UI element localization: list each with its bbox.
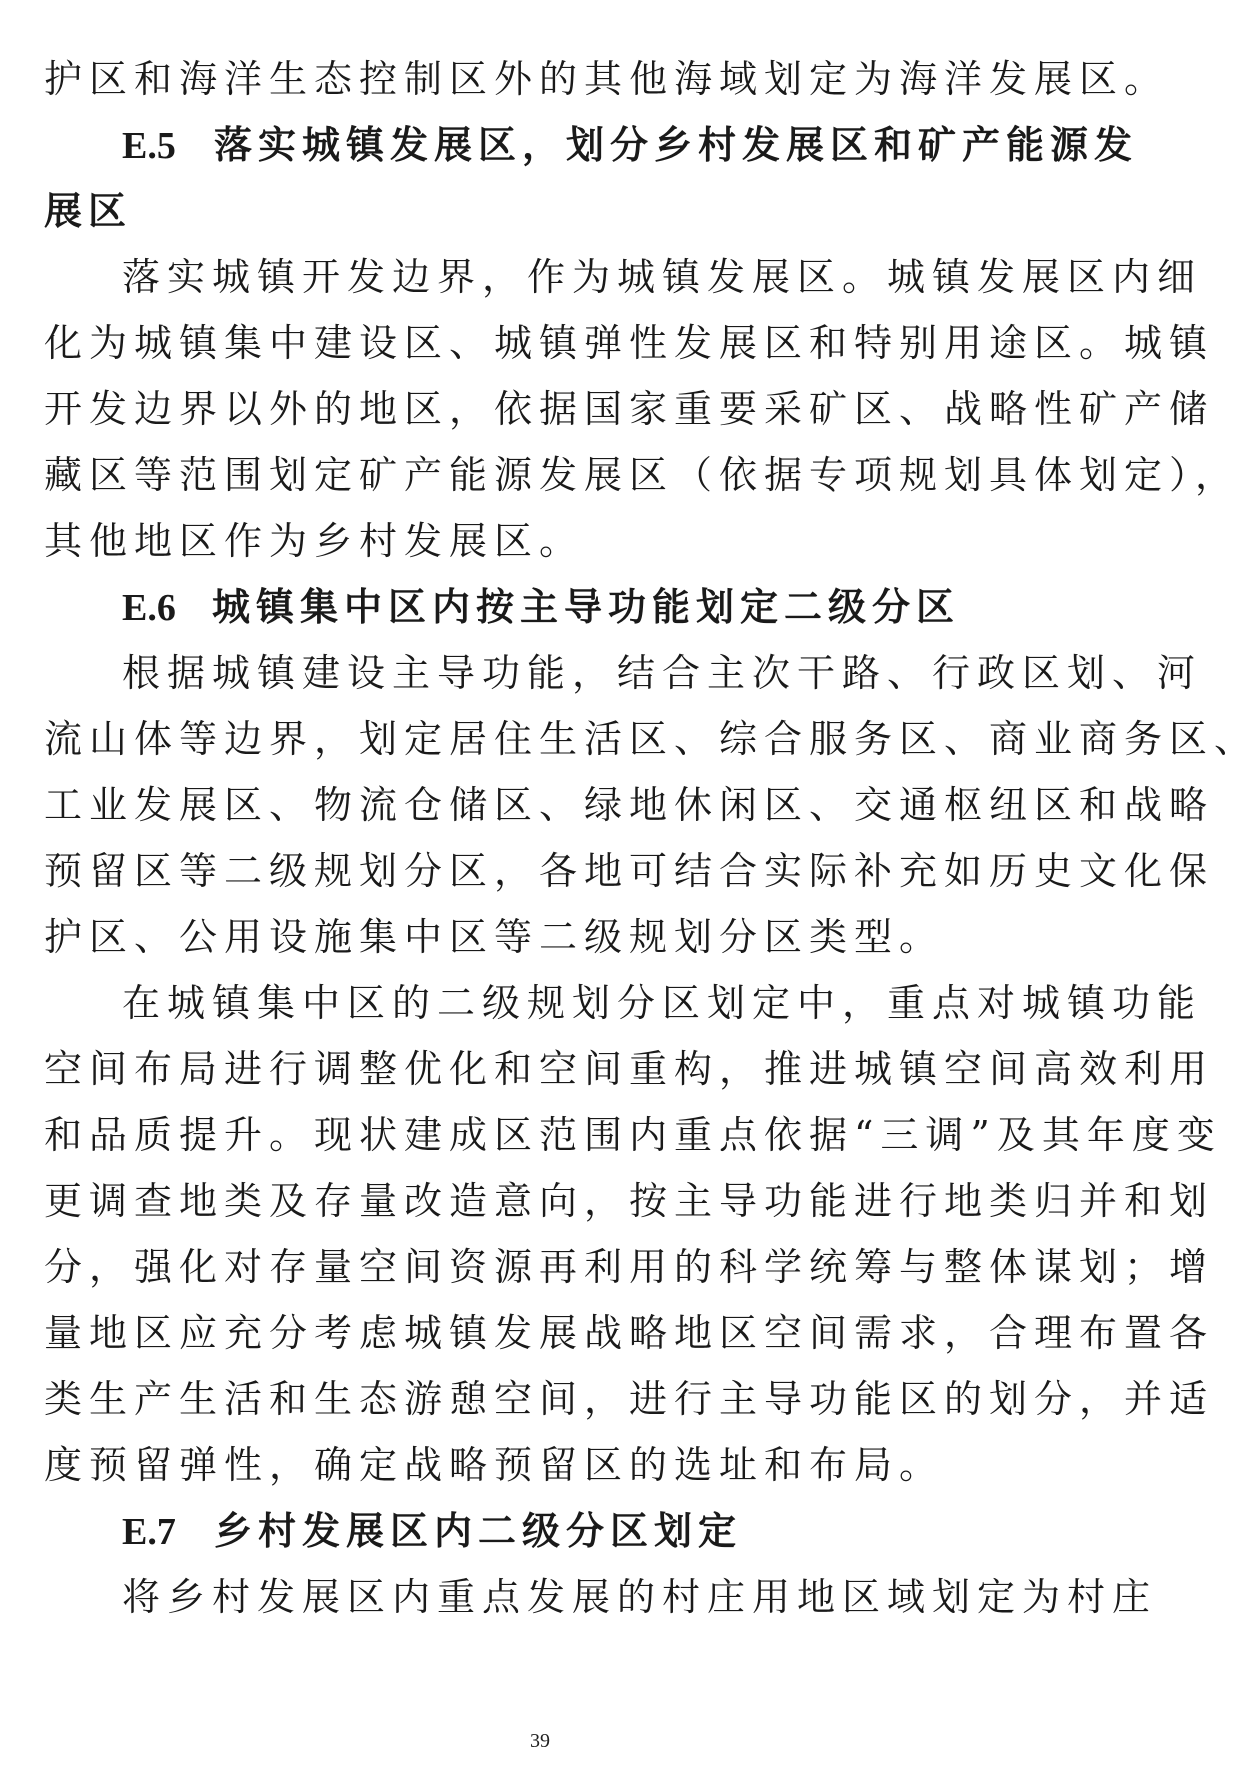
- paragraph-line: 预留区等二级规划分区，各地可结合实际补充如历史文化保: [44, 849, 1215, 893]
- paragraph-line: 更调查地类及存量改造意向，按主导功能进行地类归并和划: [44, 1179, 1215, 1223]
- paragraph-line: 将乡村发展区内重点发展的村庄用地区域划定为村庄: [122, 1575, 1158, 1619]
- section-title: 城镇集中区内按主导功能划定二级分区: [212, 584, 961, 629]
- paragraph-line: 根据城镇建设主导功能，结合主次干路、行政区划、河: [122, 651, 1203, 695]
- document-page: [44, 46, 1259, 1630]
- paragraph-line: 化为城镇集中建设区、城镇弹性发展区和特别用途区。城镇: [44, 321, 1215, 365]
- paragraph-line: 类生产生活和生态游憩空间，进行主导功能区的划分，并适: [44, 1377, 1215, 1421]
- paragraph-line: 分，强化对存量空间资源再利用的科学统筹与整体谋划；增: [44, 1245, 1215, 1289]
- section-number: E.7: [122, 1511, 176, 1553]
- paragraph-line: 空间布局进行调整优化和空间重构，推进城镇空间高效利用: [44, 1047, 1215, 1091]
- paragraph-line: 藏区等范围划定矿产能源发展区（依据专项规划具体划定），: [44, 453, 1241, 497]
- paragraph-line: 量地区应充分考虑城镇发展战略地区空间需求，合理布置各: [44, 1311, 1215, 1355]
- section-number: E.6: [122, 587, 176, 629]
- section-heading-e7: [44, 1498, 1036, 1564]
- paragraph-line: 落实城镇开发边界，作为城镇发展区。城镇发展区内细: [122, 255, 1203, 299]
- paragraph-line: 护区、公用设施集中区等二级规划分区类型。: [44, 915, 945, 959]
- paragraph-line: 度预留弹性，确定战略预留区的选址和布局。: [44, 1443, 945, 1487]
- section-heading-e5: [44, 112, 1139, 178]
- page-number: 39: [530, 1730, 550, 1752]
- section-heading-e6: [44, 574, 1036, 640]
- section-title-continuation: 展区: [44, 188, 133, 233]
- paragraph-line: 和品质提升。现状建成区范围内重点依据“三调”及其年度变: [44, 1113, 1222, 1157]
- section-number: E.5: [122, 125, 176, 167]
- paragraph-line: 流山体等边界，划定居住生活区、综合服务区、商业商务区、: [44, 717, 1259, 761]
- paragraph-line: 工业发展区、物流仓储区、绿地休闲区、交通枢纽区和战略: [44, 783, 1215, 827]
- paragraph-line: 护区和海洋生态控制区外的其他海域划定为海洋发展区。: [44, 57, 1170, 101]
- section-title: 乡村发展区内二级分区划定: [214, 1508, 743, 1553]
- paragraph-line: 在城镇集中区的二级规划分区划定中，重点对城镇功能: [122, 981, 1203, 1025]
- section-title: 落实城镇发展区，划分乡村发展区和矿产能源发: [214, 122, 1139, 167]
- paragraph-line: 其他地区作为乡村发展区。: [44, 519, 585, 563]
- paragraph-line: 开发边界以外的地区，依据国家重要采矿区、战略性矿产储: [44, 387, 1215, 431]
